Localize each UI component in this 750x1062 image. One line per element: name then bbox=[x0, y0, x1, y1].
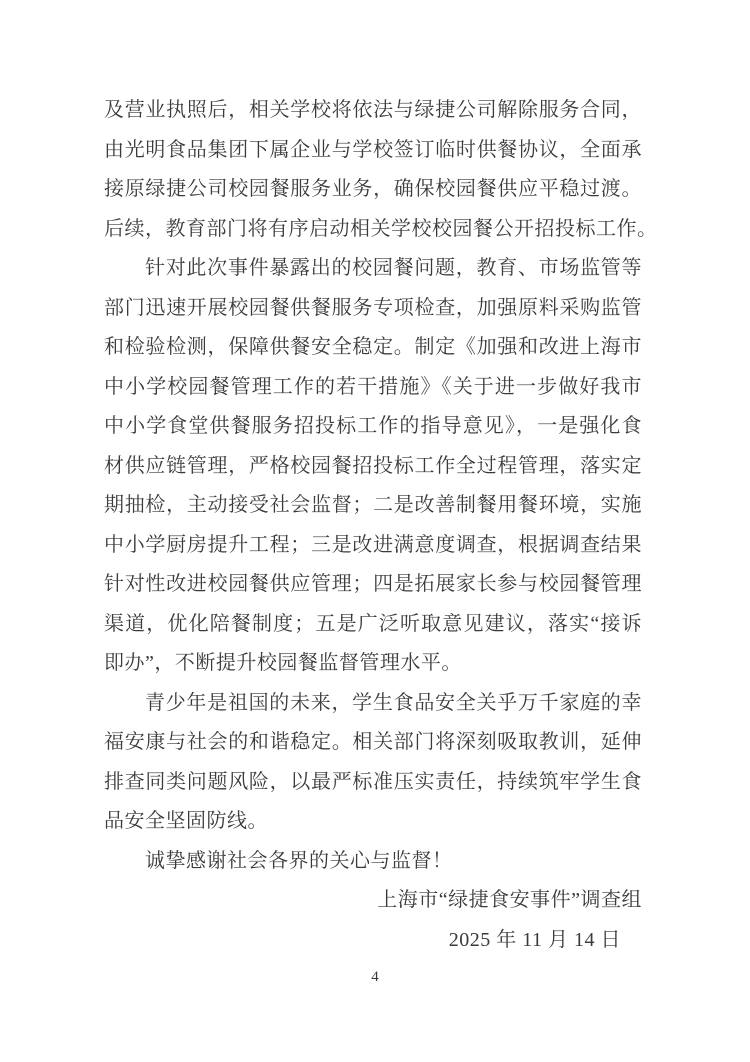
body-line: 渠道，优化陪餐制度；五是广泛听取意见建议，落实“接诉 bbox=[104, 612, 642, 635]
body-line paragraph-start: 针对此次事件暴露出的校园餐问题，教育、市场监管等 bbox=[145, 257, 642, 279]
body-line paragraph-start: 青少年是祖国的未来，学生食品安全关乎万千家庭的幸 bbox=[145, 691, 642, 714]
body-line: 由光明食品集团下属企业与学校签订临时供餐协议，全面承 bbox=[104, 138, 642, 161]
body-line: 接原绿捷公司校园餐服务业务，确保校园餐供应平稳过渡。 bbox=[104, 178, 642, 200]
body-line: 和检验检测，保障供餐安全稳定。制定《加强和改进上海市 bbox=[104, 336, 642, 358]
signature-date-line: 2025 年 11 月 14 日 bbox=[448, 928, 621, 951]
body-line: 后续，教育部门将有序启动相关学校校园餐公开招投标工作。 bbox=[104, 217, 658, 240]
body-line: 中小学校园餐管理工作的若干措施》《关于进一步做好我市 bbox=[104, 375, 642, 398]
body-line: 材供应链管理，严格校园餐招投标工作全过程管理，落实定 bbox=[104, 454, 642, 477]
signature-org-line: 上海市“绿捷食安事件”调查组 bbox=[377, 889, 642, 911]
document-body bbox=[104, 91, 658, 960]
body-line: 排查同类问题风险，以最严标准压实责任，持续筑牢学生食 bbox=[104, 770, 642, 793]
body-line thanks-line: 诚挚感谢社会各界的关心与监督！ bbox=[145, 849, 453, 872]
body-line: 及营业执照后，相关学校将依法与绿捷公司解除服务合同， bbox=[104, 99, 642, 121]
body-line: 期抽检，主动接受社会监督；二是改善制餐用餐环境，实施 bbox=[104, 494, 642, 516]
body-line paragraph-end: 即办”，不断提升校园餐监督管理水平。 bbox=[104, 652, 462, 674]
page-number: 4 bbox=[371, 969, 379, 985]
body-line paragraph-end: 品安全坚固防线。 bbox=[104, 810, 268, 832]
body-line: 中小学食堂供餐服务招投标工作的指导意见》，一是强化食 bbox=[104, 415, 642, 437]
body-line: 部门迅速开展校园餐供餐服务专项检查，加强原料采购监管 bbox=[104, 296, 642, 319]
body-line: 针对性改进校园餐供应管理；四是拓展家长参与校园餐管理 bbox=[104, 573, 642, 595]
body-line: 福安康与社会的和谐稳定。相关部门将深刻吸取教训，延伸 bbox=[104, 731, 642, 753]
body-line: 中小学厨房提升工程；三是改进满意度调查，根据调查结果 bbox=[104, 533, 642, 556]
